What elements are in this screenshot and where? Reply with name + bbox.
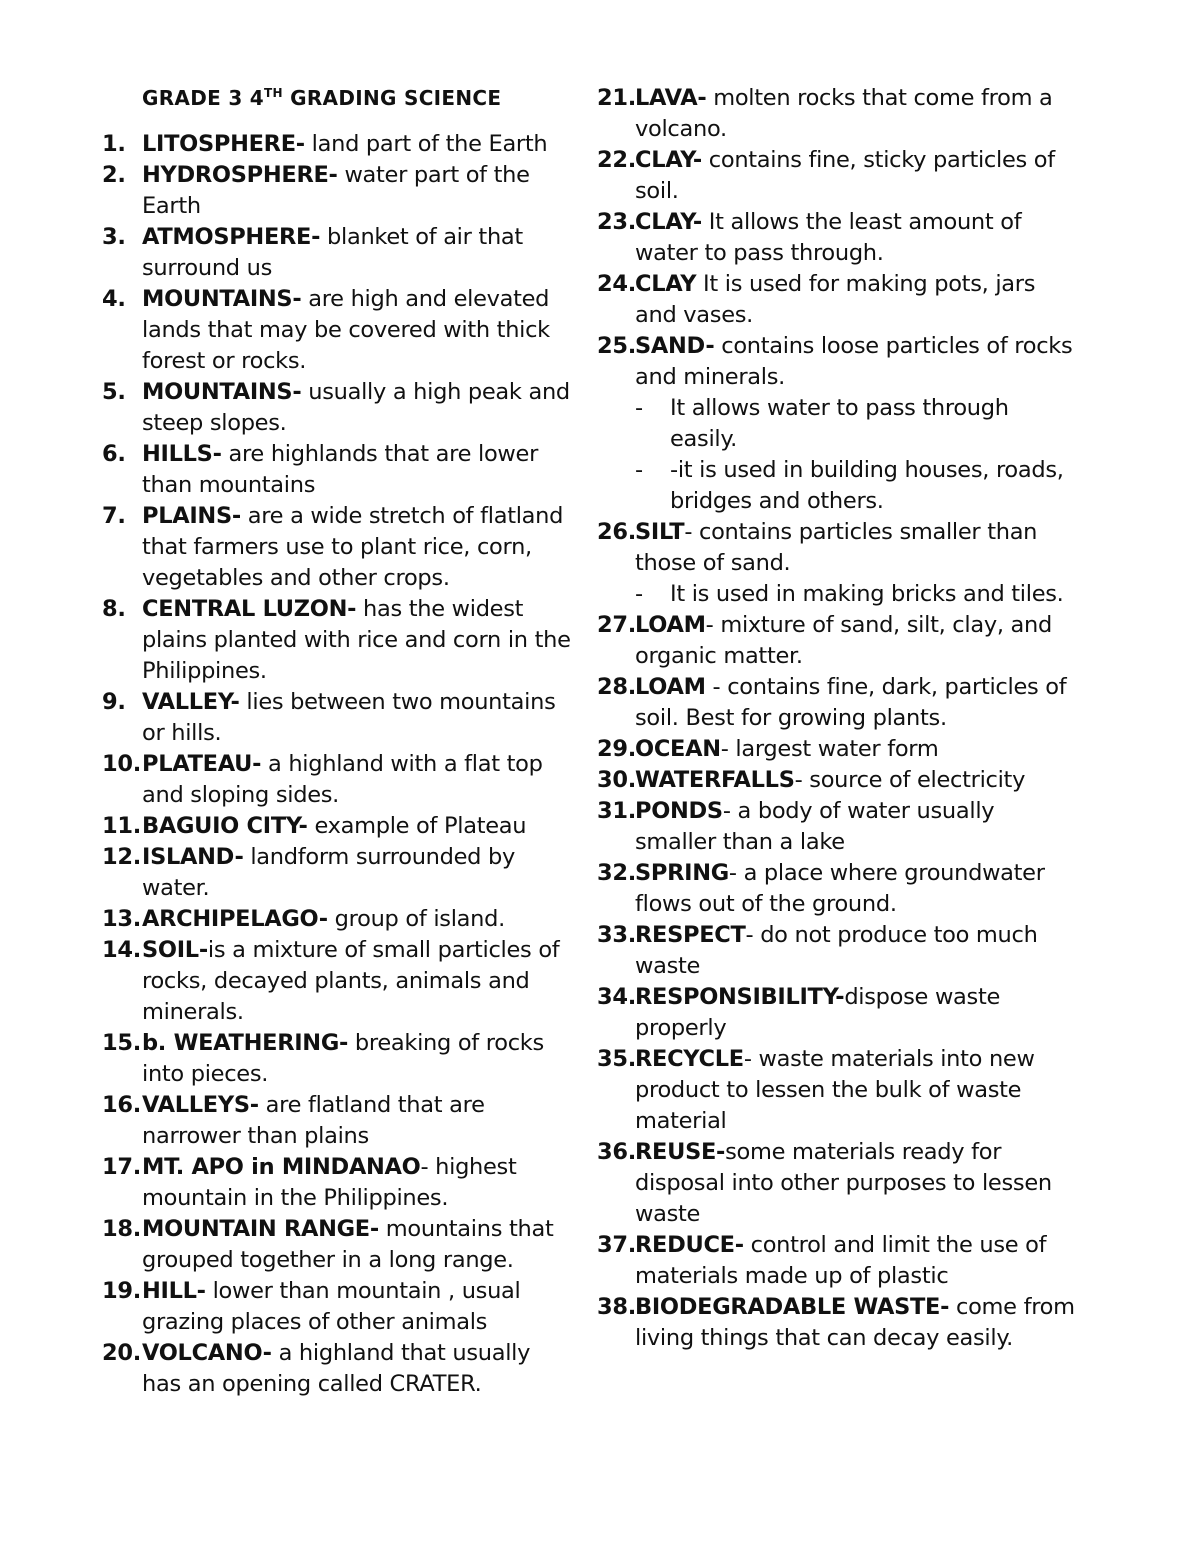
item-description: are a wide stretch of flatland that farmers use to plant rice, corn, vegetables and other crops. [142, 503, 564, 591]
item-description: It allows the least amount of water to pass through. [635, 209, 1022, 266]
item-number: 1. [102, 131, 126, 157]
item-description: blanket of air that surround us [142, 224, 523, 281]
list-item [102, 842, 572, 904]
item-term: WATERFALLS [635, 767, 795, 793]
item-description: land part of the Earth [304, 131, 548, 157]
list-item [102, 377, 572, 439]
item-number: 19. [102, 1278, 141, 1304]
list-item [597, 920, 1077, 982]
list-item [597, 331, 1077, 393]
item-description: breaking of rocks into pieces. [142, 1030, 544, 1087]
item-number: 31. [597, 798, 636, 824]
item-number: 17. [102, 1154, 141, 1180]
page-title [142, 86, 501, 110]
item-term: PONDS [635, 798, 723, 824]
item-description: has the widest plains planted with rice and corn in the Philippines. [142, 596, 571, 684]
item-term: BAGUIO CITY- [142, 813, 308, 839]
list-item [102, 1338, 572, 1400]
list-item [102, 439, 572, 501]
item-number: 15. [102, 1030, 141, 1056]
item-term: ISLAND- [142, 844, 244, 870]
list-item [597, 1230, 1077, 1292]
list-item [102, 935, 572, 1028]
item-term: MOUNTAINS- [142, 379, 302, 405]
item-term: HYDROSPHERE- [142, 162, 338, 188]
item-description: group of island. [327, 906, 505, 932]
item-description: - mixture of sand, silt, clay, and organic matter. [635, 612, 1052, 669]
item-number: 35. [597, 1046, 636, 1072]
item-number: 27. [597, 612, 636, 638]
item-description: contains fine, sticky particles of soil. [635, 147, 1055, 204]
item-description: It is used for making pots, jars and vases. [635, 271, 1036, 328]
item-number: 20. [102, 1340, 141, 1366]
list-item [597, 765, 1077, 796]
list-item [597, 858, 1077, 920]
item-description: control and limit the use of materials made up of plastic [635, 1232, 1047, 1289]
item-number: 18. [102, 1216, 141, 1242]
item-number: 37. [597, 1232, 636, 1258]
item-number: 36. [597, 1139, 636, 1165]
item-number: 6. [102, 441, 126, 467]
item-term: RESPONSIBILITY- [635, 984, 845, 1010]
item-description: is a mixture of small particles of rocks, decayed plants, animals and minerals. [142, 937, 560, 1025]
list-item [597, 734, 1077, 765]
list-item [102, 1152, 572, 1214]
item-description: water part of the Earth [142, 162, 530, 219]
item-number: 26. [597, 519, 636, 545]
item-number: 32. [597, 860, 636, 886]
item-number: 30. [597, 767, 636, 793]
list-item [102, 129, 572, 160]
item-description: mountains that grouped together in a long range. [142, 1216, 554, 1273]
item-description: - waste materials into new product to lessen the bulk of waste material [635, 1046, 1035, 1134]
item-term: PLAINS- [142, 503, 241, 529]
item-description: usually a high peak and steep slopes. [142, 379, 570, 436]
list-item [597, 517, 1077, 579]
item-term: SAND- [635, 333, 715, 359]
item-term: HILL- [142, 1278, 206, 1304]
list-item [597, 145, 1077, 207]
list-item [102, 687, 572, 749]
list-item [102, 1090, 572, 1152]
item-number: 13. [102, 906, 141, 932]
item-number: 12. [102, 844, 141, 870]
item-description: lies between two mountains or hills. [142, 689, 556, 746]
item-description: - contains particles smaller than those of sand. [635, 519, 1038, 576]
item-description: are flatland that are narrower than plains [142, 1092, 485, 1149]
list-item [102, 284, 572, 377]
item-number: 9. [102, 689, 126, 715]
item-term: VALLEY- [142, 689, 240, 715]
item-number: 3. [102, 224, 126, 250]
list-item [102, 749, 572, 811]
list-item [102, 1028, 572, 1090]
item-description: - a body of water usually smaller than a lake [635, 798, 995, 855]
item-term: CLAY- [635, 147, 702, 173]
item-term: CLAY [635, 271, 697, 297]
item-number: 7. [102, 503, 126, 529]
item-number: 5. [102, 379, 126, 405]
item-description: - largest water form [720, 736, 939, 762]
item-number: 8. [102, 596, 126, 622]
item-term: BIODEGRADABLE WASTE- [635, 1294, 950, 1320]
item-number: 29. [597, 736, 636, 762]
item-number: 11. [102, 813, 141, 839]
item-number: 4. [102, 286, 126, 312]
item-description: a highland that usually has an opening called CRATER. [142, 1340, 531, 1397]
item-number: 25. [597, 333, 636, 359]
item-term: LAVA- [635, 85, 707, 111]
item-number: 21. [597, 85, 636, 111]
item-number: 34. [597, 984, 636, 1010]
sub-point-text: It is used in making bricks and tiles. [670, 581, 1064, 607]
item-description: - source of electricity [794, 767, 1026, 793]
item-number: 14. [102, 937, 141, 963]
left-column [102, 129, 572, 1400]
item-term: ATMOSPHERE- [142, 224, 321, 250]
item-term: REDUCE- [635, 1232, 744, 1258]
item-term: LOAM [635, 612, 706, 638]
item-description: - do not produce too much waste [635, 922, 1038, 979]
right-column [597, 83, 1077, 1354]
item-description: a highland with a flat top and sloping sides. [142, 751, 543, 808]
item-term: RESPECT [635, 922, 746, 948]
list-item [597, 796, 1077, 858]
title-main: GRADE 3 4 [142, 86, 265, 110]
item-number: 16. [102, 1092, 141, 1118]
list-item [597, 982, 1077, 1044]
item-number: 23. [597, 209, 636, 235]
dash-bullet: - [635, 457, 643, 483]
item-description: some materials ready for disposal into other purposes to lessen waste [635, 1139, 1052, 1227]
item-term: MT. APO in MINDANAO [142, 1154, 421, 1180]
dash-bullet: - [635, 581, 643, 607]
list-item [102, 811, 572, 842]
list-item [102, 594, 572, 687]
item-term: SOIL- [142, 937, 208, 963]
list-item [597, 269, 1077, 331]
list-item [102, 904, 572, 935]
list-item [102, 222, 572, 284]
item-description: - a place where groundwater flows out of the ground. [635, 860, 1045, 917]
item-term: CLAY- [635, 209, 702, 235]
item-term: SILT [635, 519, 685, 545]
sub-point-text: -it is used in building houses, roads, bridges and others. [670, 457, 1064, 514]
item-term: VALLEYS- [142, 1092, 259, 1118]
item-term: MOUNTAINS- [142, 286, 302, 312]
item-description: - highest mountain in the Philippines. [142, 1154, 517, 1211]
item-term: LOAM [635, 674, 706, 700]
list-item [597, 672, 1077, 734]
item-term: CENTRAL LUZON- [142, 596, 357, 622]
item-number: 10. [102, 751, 141, 777]
sub-point [635, 579, 1077, 610]
list-item [102, 160, 572, 222]
item-description: are highlands that are lower than mountains [142, 441, 539, 498]
list-item [597, 83, 1077, 145]
list-item [597, 610, 1077, 672]
list-item [102, 1276, 572, 1338]
sub-point [635, 393, 1077, 455]
item-number: 33. [597, 922, 636, 948]
item-number: 22. [597, 147, 636, 173]
item-term: LITOSPHERE- [142, 131, 305, 157]
item-description: come from living things that can decay easily. [635, 1294, 1075, 1351]
item-description: landform surrounded by water. [142, 844, 515, 901]
sub-point-text: It allows water to pass through easily. [670, 395, 1009, 452]
item-term: ARCHIPELAGO- [142, 906, 328, 932]
item-term: SPRING [635, 860, 729, 886]
list-item [597, 1137, 1077, 1230]
item-description: contains loose particles of rocks and minerals. [635, 333, 1073, 390]
item-term: VOLCANO- [142, 1340, 272, 1366]
item-description: molten rocks that come from a volcano. [635, 85, 1053, 142]
item-term: RECYCLE [635, 1046, 744, 1072]
item-description: lower than mountain , usual grazing places of other animals [142, 1278, 521, 1335]
item-term: OCEAN [635, 736, 721, 762]
dash-bullet: - [635, 395, 643, 421]
item-number: 38. [597, 1294, 636, 1320]
item-number: 24. [597, 271, 636, 297]
list-item [102, 501, 572, 594]
item-term: b. WEATHERING- [142, 1030, 349, 1056]
item-description: - contains fine, dark, particles of soil. Best for growing plants. [635, 674, 1067, 731]
list-item [597, 1044, 1077, 1137]
item-term: REUSE- [635, 1139, 726, 1165]
item-description: example of Plateau [307, 813, 527, 839]
list-item [597, 1292, 1077, 1354]
item-number: 28. [597, 674, 636, 700]
sub-point [635, 455, 1077, 517]
item-term: MOUNTAIN RANGE- [142, 1216, 379, 1242]
list-item [102, 1214, 572, 1276]
item-number: 2. [102, 162, 126, 188]
item-description: dispose waste properly [635, 984, 1001, 1041]
item-term: HILLS- [142, 441, 222, 467]
item-description: are high and elevated lands that may be covered with thick forest or rocks. [142, 286, 550, 374]
title-superscript: TH [264, 86, 283, 100]
title-rest: GRADING SCIENCE [282, 86, 502, 110]
list-item [597, 207, 1077, 269]
item-term: PLATEAU- [142, 751, 262, 777]
